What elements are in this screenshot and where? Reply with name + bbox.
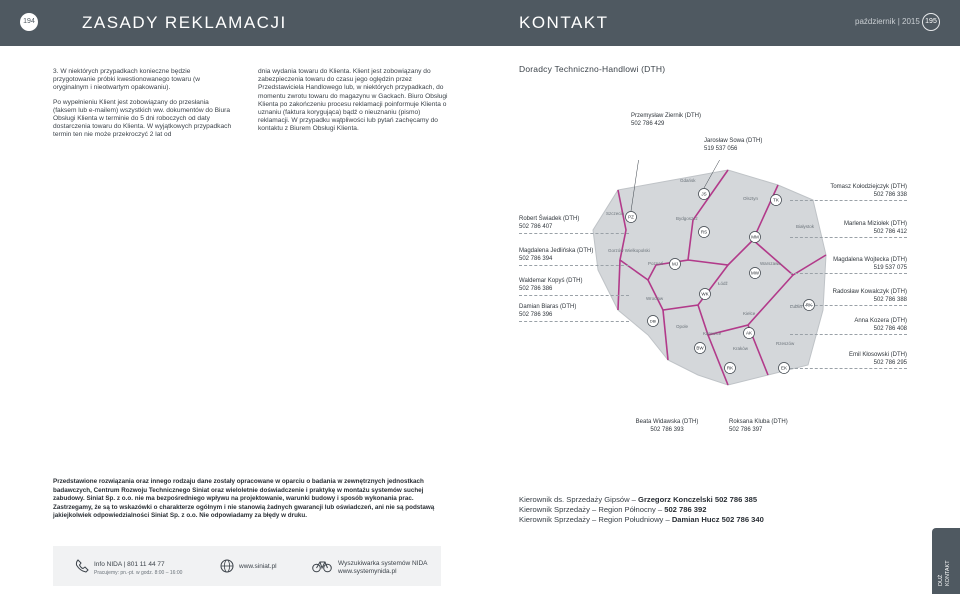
- manager-role: Kierownik Sprzedaży – Region Południowy –: [519, 515, 670, 524]
- contact-damian: [519, 304, 576, 319]
- contact-name: Marlena Miziołek (DTH): [843, 221, 907, 227]
- contact-emil: [787, 352, 907, 367]
- legal-disclaimer: Przedstawione rozwiązania oraz innego rodzaju dane zostały opracowane w oparciu o badania w zewnętrznych jednostkach badawczych, Centrum Rozwoju Technicznego Siniat oraz wieloletnie doświadczenie i praktykę w montażu systemów suchej zabudowy. Siniat Sp. z o.o. nie ma bezpośredniego wpływu na projektowanie, warunki budowy i sposób wykonania prac. Zastrzegamy, że są to wskazówki o charakterze ogólnym i nie stanowią żadnych gwarancji lub oświadczeń, ani nie są podstawą jakiejkolwiek odpowiedzialności Siniat Sp. z o.o. Nie odpowiadamy za błędy w druku.: [53, 478, 435, 520]
- contact-phone: 502 786 408: [873, 325, 907, 332]
- city-label: Białystok: [796, 224, 815, 229]
- manager-role: Kierownik ds. Sprzedaży Gipsów –: [519, 495, 636, 504]
- contact-divider: [790, 273, 907, 274]
- contact-phone: 519 537 056: [704, 145, 738, 152]
- manager-row: [519, 495, 764, 505]
- contact-divider: [519, 233, 629, 234]
- svg-text:MW: MW: [751, 270, 759, 276]
- systems-search-label: Wyszukiwarka systemów NIDA: [338, 560, 428, 567]
- svg-text:JS: JS: [701, 191, 707, 197]
- svg-text:DBi: DBi: [649, 318, 657, 324]
- contact-name: Emil Kłosowski (DTH): [848, 352, 907, 358]
- contact-phone: 502 786 388: [873, 296, 907, 303]
- city-label: Łódź: [718, 281, 728, 286]
- bicycle-icon: [312, 559, 332, 573]
- contact-waldemar: [519, 278, 582, 293]
- region-badge-tk: [771, 195, 782, 206]
- contact-phone: 502 786 429: [631, 120, 665, 127]
- section-side-tab[interactable]: [932, 528, 960, 594]
- contact-phone: 502 786 393: [650, 426, 684, 433]
- svg-text:RK: RK: [726, 365, 734, 371]
- globe-icon: [220, 559, 234, 573]
- contact-magdalena-w: [787, 257, 907, 272]
- svg-text:BW: BW: [696, 345, 704, 351]
- manager-row: [519, 515, 764, 525]
- contact-jaroslaw: [704, 138, 762, 153]
- contact-name: Radosław Kowalczyk (DTH): [832, 289, 907, 295]
- complaint-paragraph: dnia wydania towaru do Klienta. Klient jest zobowiązany do zabezpieczenia towaru do czasu jego oględzin przez Przedstawiciela Handlowego lub, w niektórych przypadkach, do momentu zwrotu towaru do magazynu w Gackach. Biuro Obsługi Klienta po zakończeniu procesu reklamacji poinformuje Klienta o uznaniu (faktura korygująca) bądź o nieuznaniu (pismo) reklamacji. W przypadku wątpliwości lub pytań zachęcamy do kontaktu z Biurem Obsługi Klienta.: [258, 68, 448, 133]
- city-label: Warszawa: [760, 261, 781, 266]
- systems-search-link[interactable]: www.systemynida.pl: [338, 568, 397, 575]
- contact-phone: 502 786 407: [519, 223, 553, 230]
- contact-divider: [519, 295, 629, 296]
- contact-marlena: [787, 221, 907, 236]
- info-phone: Info NIDA | 801 11 44 77: [94, 561, 165, 568]
- region-badge-mm: [750, 232, 761, 243]
- region-badge-dbi: [648, 316, 659, 327]
- systems-search: [338, 560, 428, 576]
- issue-date: październik | 2015: [855, 17, 920, 26]
- sales-managers: [519, 495, 764, 525]
- city-label: Gorzów Wielkopolski: [608, 248, 650, 253]
- contact-name: Beata Widawska (DTH): [635, 419, 699, 425]
- contact-name: Roksana Kluba (DTH): [729, 419, 788, 425]
- contact-divider: [519, 321, 629, 322]
- contact-name: Anna Kozera (DTH): [854, 318, 907, 324]
- contact-magdalena-j: [519, 248, 593, 263]
- side-tab-label: [938, 560, 952, 586]
- svg-text:PZ: PZ: [628, 214, 634, 220]
- contact-radoslaw: [787, 289, 907, 304]
- contact-tomasz: [787, 184, 907, 199]
- website-link[interactable]: www.siniat.pl: [239, 563, 277, 570]
- section-title-right: KONTAKT: [519, 13, 609, 32]
- contact-phone: 502 786 386: [519, 285, 553, 292]
- contact-phone: 502 786 338: [873, 191, 907, 198]
- manager-row: [519, 505, 764, 515]
- contact-name: Magdalena Jedlińska (DTH): [519, 248, 594, 254]
- svg-text:EK: EK: [780, 365, 788, 371]
- contact-divider: [519, 265, 629, 266]
- complaints-column-2: [258, 68, 448, 140]
- contact-roksana: [729, 419, 788, 434]
- contact-name: Przemysław Ziernik (DTH): [631, 113, 702, 119]
- region-badge-rk-south: [725, 363, 736, 374]
- page-number-left: 194: [20, 13, 38, 31]
- contact-divider: [790, 200, 907, 201]
- svg-text:MM: MM: [751, 234, 759, 240]
- dth-section-title: Doradcy Techniczno-Handlowi (DTH): [519, 64, 666, 74]
- city-label: Szczecin: [606, 211, 625, 216]
- footer-bar: [53, 546, 441, 586]
- section-title-left: ZASADY REKLAMACJI: [82, 13, 287, 32]
- region-badge-ak: [744, 328, 755, 339]
- contact-przemyslaw: [631, 113, 701, 128]
- city-label: Wrocław: [646, 296, 664, 301]
- city-label: Rzeszów: [776, 341, 795, 346]
- complaint-paragraph: 3. W niektórych przypadkach konieczne będzie przygotowanie próbki kwestionowanego towaru (w oryginalnym i nieotwartym opakowaniu).: [53, 68, 200, 92]
- city-label: Kielce: [743, 311, 756, 316]
- region-badge-pz: [626, 212, 637, 223]
- info-hours: Pracujemy: pn.-pt. w godz. 8:00 – 16:00: [94, 570, 183, 576]
- contact-phone: 502 786 396: [519, 311, 553, 318]
- contact-phone: 502 786 397: [729, 426, 763, 433]
- region-badge-js: [699, 189, 710, 200]
- city-label: Katowice: [703, 331, 722, 336]
- page-number-right: 195: [922, 13, 940, 31]
- complaint-paragraph: Po wypełnieniu Klient jest zobowiązany do przesłania (faksem lub e-mailem) wszystkich ww. dokumentów do Biura Obsługi Klienta w terminie do 5 dni roboczych od daty dostarczenia towaru do Klienta. W wyjątkowych przypadkach termin ten nie może przekroczyć 2 lat od: [53, 98, 232, 139]
- region-badge-bw: [695, 343, 706, 354]
- svg-text:RS: RS: [700, 229, 708, 235]
- contact-phone: 519 537 075: [873, 264, 907, 271]
- contact-divider: [790, 368, 907, 369]
- manager-contact: 502 786 392: [664, 505, 707, 514]
- region-badge-wk: [700, 289, 711, 300]
- phone-icon: [75, 559, 89, 573]
- manager-role: Kierownik Sprzedaży – Region Północny –: [519, 505, 663, 514]
- complaints-column-1: [53, 68, 233, 146]
- contact-name: Robert Świadek (DTH): [519, 216, 580, 222]
- svg-text:AK: AK: [745, 330, 753, 336]
- region-badge-mj: [670, 259, 681, 270]
- contact-phone: 502 786 295: [873, 359, 907, 366]
- svg-text:TK: TK: [773, 197, 779, 203]
- side-tab-line2: KONTAKT: [945, 560, 951, 586]
- manager-contact: Damian Hucz 502 786 340: [671, 515, 764, 524]
- contact-phone: 502 786 394: [519, 255, 553, 262]
- contact-name: Magdalena Wojtecka (DTH): [833, 257, 907, 263]
- contact-robert: [519, 216, 579, 231]
- city-label: Opole: [676, 324, 689, 329]
- info-line: [94, 561, 182, 577]
- contact-anna: [787, 318, 907, 333]
- contact-name: Damian Biaras (DTH): [519, 304, 577, 310]
- svg-text:MJ: MJ: [672, 261, 678, 267]
- city-label: Gdańsk: [680, 178, 696, 183]
- contact-name: Waldemar Kopyś (DTH): [519, 278, 583, 284]
- side-tab-line1: DUŻ: [938, 574, 944, 586]
- city-label: Lublin: [790, 304, 803, 309]
- contact-beata: [622, 419, 712, 434]
- city-label: Kraków: [733, 346, 749, 351]
- region-badge-mw: [750, 268, 761, 279]
- contact-divider: [790, 334, 907, 335]
- svg-text:WK: WK: [701, 291, 709, 297]
- svg-text:RK: RK: [805, 302, 813, 308]
- contact-name: Jarosław Sowa (DTH): [704, 138, 763, 144]
- region-badge-rs: [699, 227, 710, 238]
- city-label: Poznań: [648, 261, 664, 266]
- manager-contact: Grzegorz Konczelski 502 786 385: [638, 495, 758, 504]
- contact-phone: 502 786 412: [873, 228, 907, 235]
- contact-divider: [790, 237, 907, 238]
- city-label: Bydgoszcz: [676, 216, 698, 221]
- page-header: [0, 0, 960, 46]
- city-label: Olsztyn: [743, 196, 759, 201]
- contact-name: Tomasz Kołodziejczyk (DTH): [830, 184, 907, 190]
